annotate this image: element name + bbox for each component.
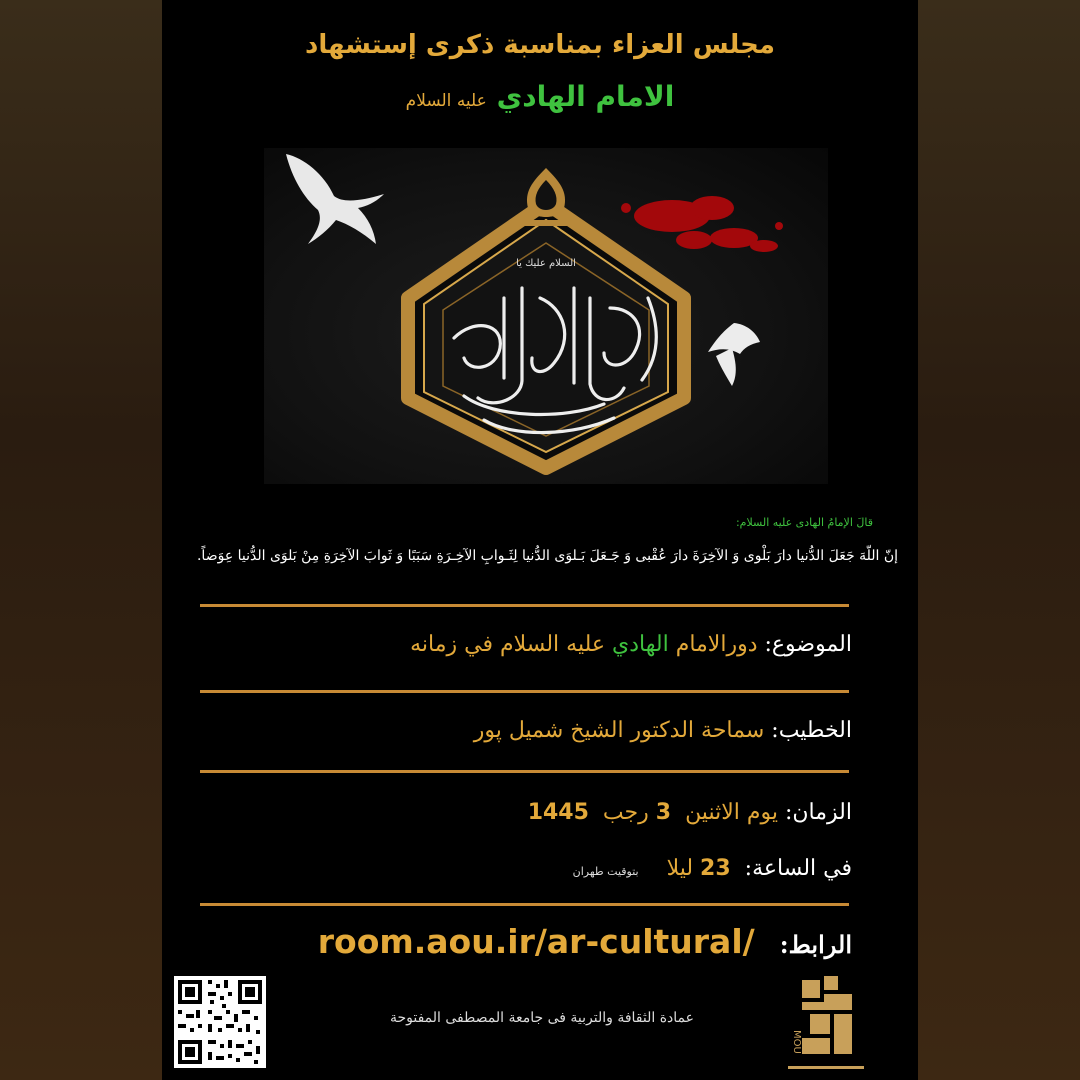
right-backdrop xyxy=(918,0,1080,1080)
divider xyxy=(200,903,849,906)
logo-text: MOU xyxy=(791,1030,802,1054)
qr-code[interactable] xyxy=(174,976,266,1068)
time-hour: 23 xyxy=(700,856,731,881)
left-backdrop xyxy=(0,0,162,1080)
divider xyxy=(200,770,849,773)
event-title: مجلس العزاء بمناسبة ذكرى إستشهاد xyxy=(305,30,775,60)
quote-attribution: قالَ الإمامُ الهادی علیه السلام: xyxy=(735,516,873,529)
imam-name: الامام الهادي xyxy=(496,80,675,113)
time-period: ليلا xyxy=(666,856,694,881)
time-row xyxy=(573,856,852,881)
link-label: الرابط: xyxy=(779,930,852,959)
date-row xyxy=(528,800,852,825)
speaker-value: سماحة الدكتور الشيخ شميل پور xyxy=(473,718,765,743)
topic-label: الموضوع: xyxy=(764,632,852,657)
hero-image xyxy=(264,148,828,484)
imam-title xyxy=(162,80,918,113)
date-label: الزمان: xyxy=(784,800,852,825)
divider xyxy=(200,690,849,693)
date-year: 1445 xyxy=(527,800,589,825)
time-label: في الساعة: xyxy=(744,856,852,881)
topic-value-pre: دورالامام xyxy=(675,632,758,657)
meeting-link[interactable]: room.aou.ir/ar-cultural/ xyxy=(317,922,755,961)
divider xyxy=(200,604,849,607)
calligraphy-caption: السلام عليك يا xyxy=(516,258,576,269)
organizer-text: عمادة الثقافة والتربية فی جامعة المصطفی المفتوحة xyxy=(389,1010,694,1026)
link-row xyxy=(318,922,852,961)
imam-salutation: عليه السلام xyxy=(405,91,487,111)
hadith-quote: إنّ اللّهَ جَعَلَ الدُّنيا دارَ بَلْوى وَ الآخِرَةَ دارَ عُقْبى وَ جَـعَلَ بَـلوَى الدُّنيا لِثَـوابِ الآخِـرَةِ سَبَبًا وَ ثَوابَ الآخِرَةِ مِنْ بَلوَى الدُّنيا عِوَضاً. xyxy=(196,548,898,564)
time-zone: بتوقيت طهران xyxy=(572,865,639,878)
topic-value-imam: الهادي xyxy=(612,632,669,657)
speaker-label: الخطيب: xyxy=(771,718,852,743)
poster xyxy=(162,0,918,1080)
topic-value-post: عليه السلام في زمانه xyxy=(410,632,606,657)
topic-row xyxy=(410,632,852,657)
university-logo xyxy=(780,970,872,1076)
date-day-number: 3 xyxy=(655,800,672,825)
blood-splatter xyxy=(621,196,783,252)
date-day: يوم الاثنين xyxy=(685,800,778,825)
speaker-row xyxy=(474,718,852,743)
dove-icon xyxy=(286,154,384,244)
dove-icon-small xyxy=(708,323,760,386)
date-month: رجب xyxy=(602,800,649,825)
